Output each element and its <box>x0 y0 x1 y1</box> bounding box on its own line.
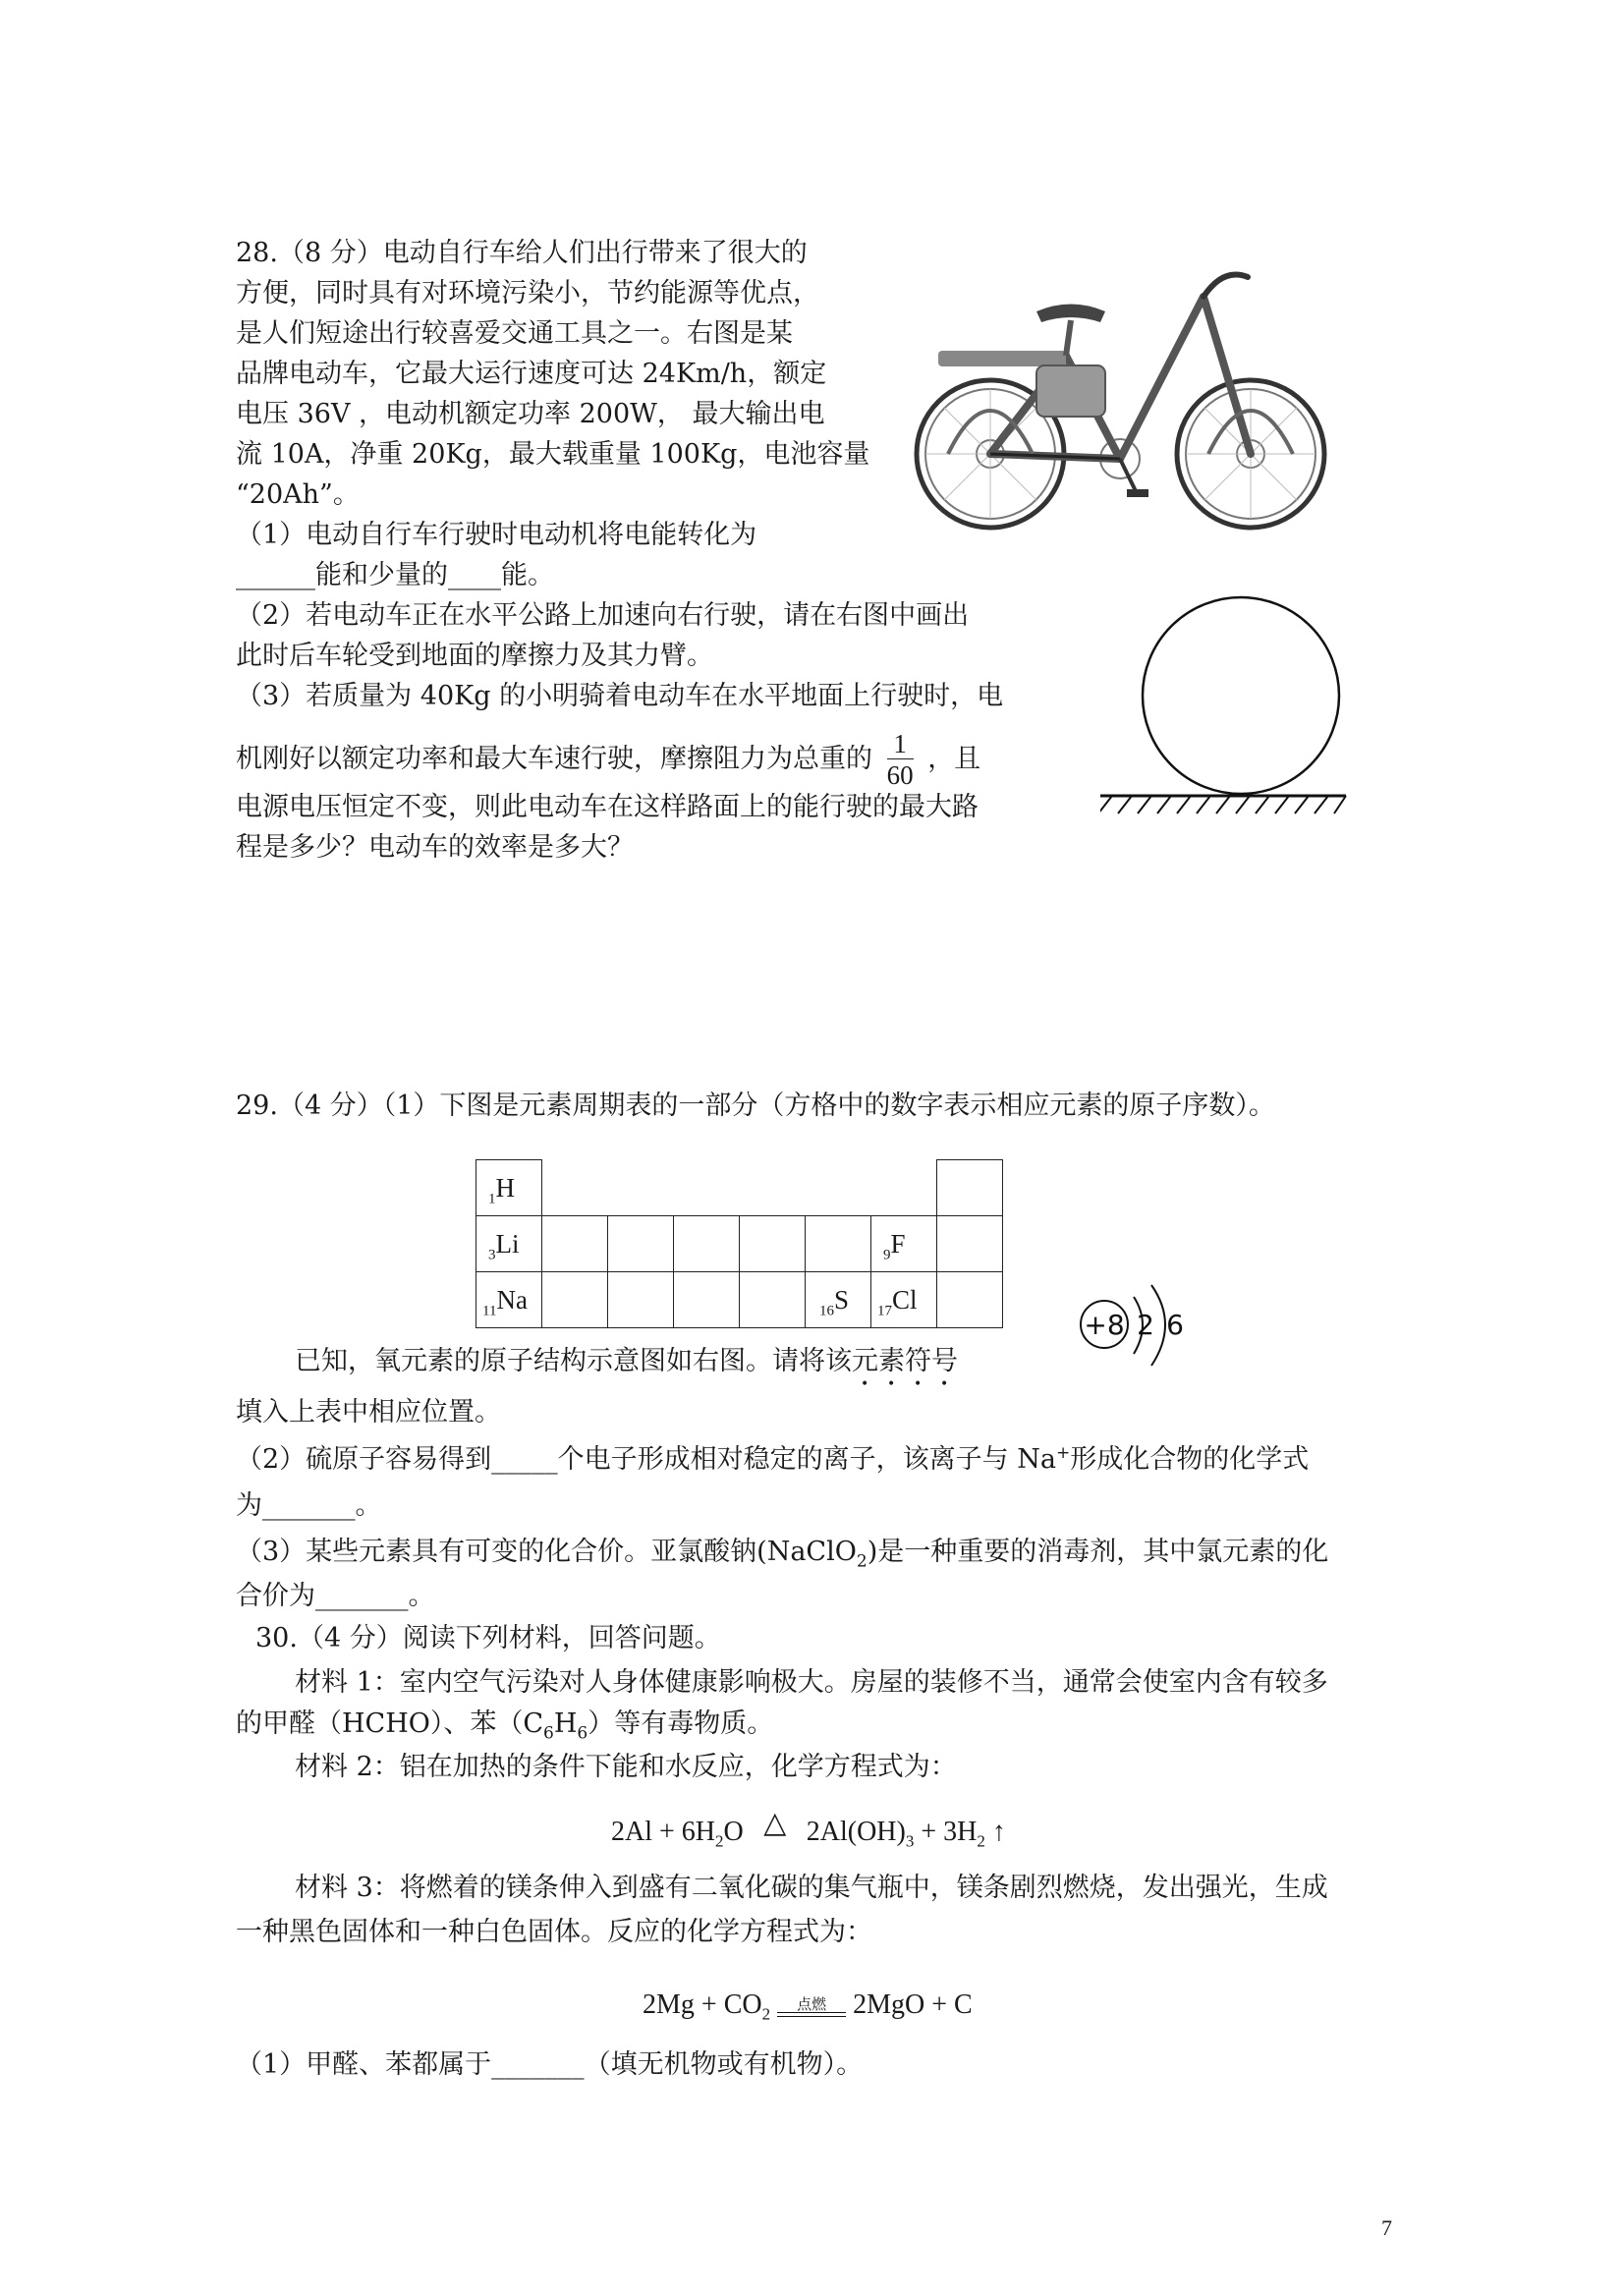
q30-material-1-line-b <box>236 1708 774 1744</box>
q29-sub2-line-a <box>236 1443 1309 1477</box>
eq2-products: 2MgO + C <box>853 1989 973 2020</box>
pt-symbol: S <box>834 1284 850 1315</box>
q28-sub2-line-a: （2）若电动车正在水平公路上加速向右行驶，请在右图中画出 <box>236 600 970 631</box>
eq1-products: 2Al(OH) <box>806 1817 906 1847</box>
pt-cell-blank <box>542 1272 608 1328</box>
pt-cell-blank <box>740 1272 806 1328</box>
q28-line-2: 方便，同时具有对环境污染小，节约能源等优点， <box>236 278 819 308</box>
pt-atomic-number: 9 <box>883 1246 891 1262</box>
pt-cell-f <box>871 1216 937 1272</box>
q28-sub3-line-a: （3）若质量为 40Kg 的小明骑着电动车在水平地面上行驶时，电 <box>236 681 1004 711</box>
pt-cell-blank <box>937 1216 1003 1272</box>
q29-sub2-a-pre: （2）硫原子容易得到_____个电子形成相对稳定的离子，该离子与 Na <box>236 1444 1056 1475</box>
fraction-1-60 <box>887 729 914 791</box>
pt-symbol: F <box>890 1228 906 1259</box>
wheel-on-ground-diagram <box>1100 588 1356 823</box>
q30-m1-post: ）等有毒物质。 <box>588 1708 774 1739</box>
q29-intro: 29.（4 分）（1）下图是元素周期表的一部分（方格中的数字表示相应元素的原子序数）。 <box>236 1091 1275 1121</box>
q29-sub2-line-b: 为_______。 <box>236 1490 382 1521</box>
pt-atomic-number: 16 <box>819 1302 834 1318</box>
pt-cell-blank <box>937 1160 1003 1216</box>
eq2-reactants: 2Mg + CO <box>643 1989 762 2020</box>
eq1-reactants-end: O <box>723 1817 744 1847</box>
q28-line-5: 电压 36V ，电动机额定功率 200W， 最大输出电 <box>236 399 825 429</box>
fraction-numerator: 1 <box>887 729 914 759</box>
pt-atomic-number: 1 <box>488 1190 496 1206</box>
pt-cell-blank <box>608 1272 674 1328</box>
pt-cell-na <box>476 1272 542 1328</box>
q29-known-line-a <box>295 1345 958 1392</box>
gas-arrow-icon: ↑ <box>991 1817 1006 1847</box>
q29-sub2-a-sup: + <box>1055 1443 1071 1463</box>
q29-sub3-line-b: 合价为_______。 <box>236 1581 435 1611</box>
pt-cell-cl <box>871 1272 937 1328</box>
q30-m1-mid: H <box>553 1708 578 1739</box>
q29-sub3-a-sub: 2 <box>856 1551 867 1572</box>
q28-line-3: 是人们短途出行较喜爱交通工具之一。右图是某 <box>236 318 793 349</box>
chemical-equation-1 <box>611 1807 1006 1851</box>
pt-symbol: Li <box>495 1228 520 1259</box>
q30-material-1-line-a: 材料 1：室内空气污染对人身体健康影响极大。房屋的装修不当，通常会使室内含有较多 <box>295 1667 1328 1698</box>
q28-sub3-line-b <box>236 729 980 791</box>
shell-2-electrons: 6 <box>1166 1309 1184 1341</box>
pt-cell-blank <box>937 1272 1003 1328</box>
eq1-sub: 3 <box>905 1831 915 1851</box>
q28-line-7: “20Ah”。 <box>236 479 360 510</box>
pt-atomic-number: 3 <box>488 1246 496 1262</box>
q29-sub3-a-post: )是一种重要的消毒剂，其中氯元素的化 <box>867 1537 1329 1567</box>
pt-symbol: Na <box>496 1284 528 1315</box>
pt-cell-blank <box>608 1216 674 1272</box>
pt-cell-h <box>476 1160 542 1216</box>
pt-cell-li <box>476 1216 542 1272</box>
q30-m1-pre: 的甲醛（HCHO）、苯（C <box>236 1708 544 1739</box>
q30-m1-sub-1: 6 <box>543 1723 554 1744</box>
eq1-products-mid: + 3H <box>914 1817 978 1847</box>
pt-symbol: Cl <box>892 1284 918 1315</box>
pt-cell-blank <box>542 1216 608 1272</box>
pt-atomic-number: 11 <box>482 1302 497 1318</box>
ground-hatching <box>1100 796 1346 813</box>
heat-condition-icon: △ <box>763 1807 787 1839</box>
q28-sub3-b-pre: 机刚好以额定功率和最大车速行驶，摩擦阻力为总重的 <box>236 744 872 774</box>
pt-cell-s <box>806 1272 871 1328</box>
q29-known-line-b: 填入上表中相应位置。 <box>236 1397 501 1428</box>
eq1-sub: 2 <box>977 1831 985 1851</box>
oxygen-atom-structure-diagram <box>1073 1277 1201 1375</box>
q30-material-3-line-b: 一种黑色固体和一种白色固体。反应的化学方程式为： <box>236 1917 872 1947</box>
q29-known-pre: 已知，氧元素的原子结构示意图如右图。请将该 <box>295 1346 852 1376</box>
q30-sub1: （1）甲醛、苯都属于_______（填无机物或有机物）。 <box>236 2049 864 2080</box>
q28-line-4: 品牌电动车，它最大运行速度可达 24Km/h，额定 <box>236 359 827 389</box>
q28-sub3-line-c: 电源电压恒定不变，则此电动车在这样路面上的能行驶的最大路 <box>236 792 979 822</box>
q30-m1-sub-2: 6 <box>577 1723 588 1744</box>
chemical-equation-2 <box>643 1989 973 2024</box>
q28-sub1-line-a: （1）电动自行车行驶时电动机将电能转化为 <box>236 520 757 550</box>
eq1-reactants: 2Al + 6H <box>611 1817 716 1847</box>
q28-sub3-b-post: ，且 <box>927 744 981 774</box>
ignite-label: 点燃 <box>797 1995 827 2014</box>
pt-symbol: H <box>495 1172 515 1203</box>
pt-cell-blank <box>674 1272 740 1328</box>
wheel-circle <box>1143 597 1339 794</box>
q29-sub2-a-post: 形成化合物的化学式 <box>1070 1444 1310 1475</box>
page-number: 7 <box>1381 2215 1392 2240</box>
q29-known-emphasis: 元素符号 <box>852 1346 958 1376</box>
q29-sub3-line-a <box>236 1536 1329 1572</box>
ignite-condition <box>777 1996 846 2017</box>
shell-1-electrons: 2 <box>1137 1309 1154 1341</box>
electric-bicycle-image <box>909 257 1336 552</box>
pt-cell-blank <box>740 1216 806 1272</box>
q30-material-2: 材料 2：铝在加热的条件下能和水反应，化学方程式为： <box>295 1752 957 1782</box>
eq1-sub: 2 <box>715 1831 724 1851</box>
periodic-table-fragment <box>476 1159 1003 1328</box>
eq2-sub: 2 <box>761 2004 771 2024</box>
fraction-denominator: 60 <box>886 760 914 790</box>
q28-line-1: 28.（8 分）电动自行车给人们出行带来了很大的 <box>236 238 808 268</box>
q28-sub3-line-d: 程是多少？电动车的效率是多大？ <box>236 832 634 863</box>
q28-sub2-line-b: 此时后车轮受到地面的摩擦力及其力臂。 <box>236 641 713 671</box>
q28-line-6: 流 10A，净重 20Kg，最大载重量 100Kg，电池容量 <box>236 439 870 470</box>
q29-sub3-a-pre: （3）某些元素具有可变的化合价。亚氯酸钠(NaClO <box>236 1537 857 1567</box>
pt-atomic-number: 17 <box>877 1302 892 1318</box>
q28-sub1-line-b: ______能和少量的____能。 <box>236 560 554 590</box>
pt-cell-blank <box>806 1216 871 1272</box>
pt-cell-blank <box>674 1216 740 1272</box>
nucleus-charge: +8 <box>1084 1309 1125 1341</box>
q30-intro: 30.（4 分）阅读下列材料，回答问题。 <box>255 1623 721 1653</box>
q30-material-3-line-a: 材料 3：将燃着的镁条伸入到盛有二氧化碳的集气瓶中，镁条剧烈燃烧，发出强光，生成 <box>295 1873 1328 1903</box>
